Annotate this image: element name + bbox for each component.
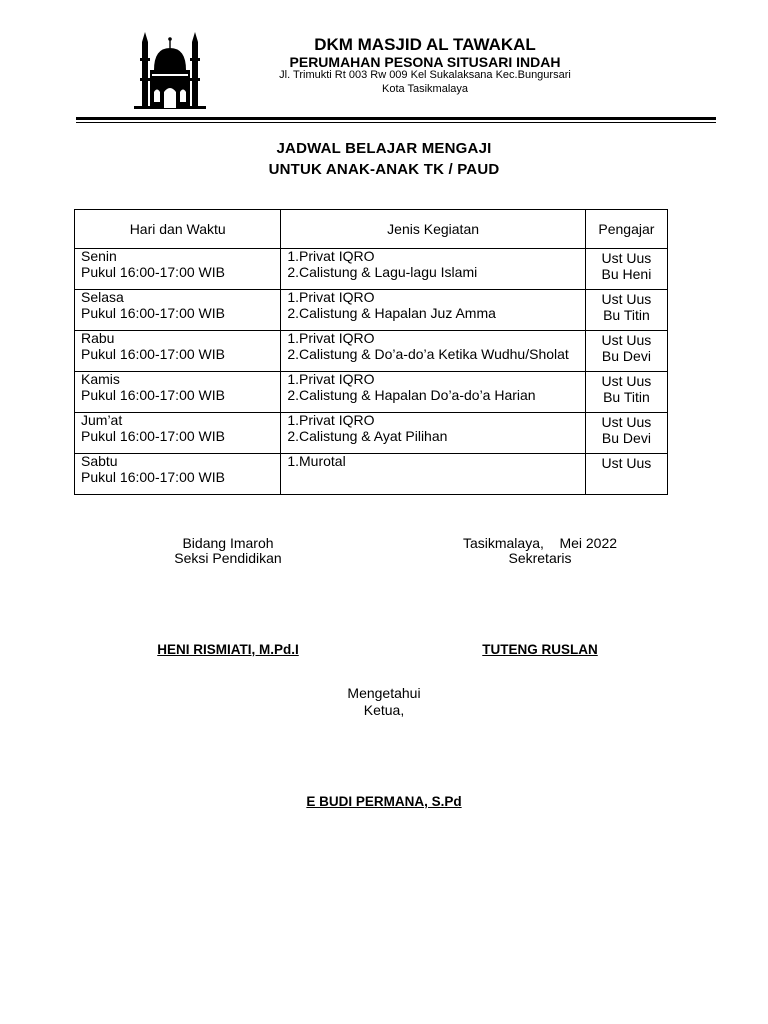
header-day-time: Hari dan Waktu [75,210,281,249]
left-signatory-section: Seksi Pendidikan [174,550,282,566]
table-row [75,249,668,290]
org-name: DKM MASJID AL TAWAKAL [314,35,536,54]
mosque-logo-icon [130,30,210,110]
activity: 2.Calistung & Hapalan Do’a-do’a Harian [287,386,536,403]
day: Jum’at [81,412,123,428]
chairman-title: Ketua, [363,702,405,718]
activity: 1.Privat IQRO [287,289,375,305]
document-subtitle: UNTUK ANAK-ANAK TK / PAUD [268,161,500,178]
table-header-row [75,210,668,249]
header-divider-thick [76,117,716,120]
time: Pukul 16:00-17:00 WIB [81,304,225,321]
teacher: Ust Uus [601,332,652,348]
table-row [75,413,668,454]
day: Rabu [81,330,115,346]
header-activity: Jenis Kegiatan [281,210,586,249]
day: Senin [81,248,117,264]
teacher: Ust Uus [601,414,652,430]
chairman-name: E BUDI PERMANA, S.Pd [306,794,462,809]
activity: 2.Calistung & Ayat Pilihan [287,427,448,444]
activity: 1.Privat IQRO [287,412,375,428]
activity: 2.Calistung & Do’a-do’a Ketika Wudhu/Sholat [287,345,569,362]
teacher: Ust Uus [601,455,652,471]
approval-label: Mengetahui [347,685,421,701]
schedule-table [74,209,668,495]
time: Pukul 16:00-17:00 WIB [81,263,225,280]
header-divider-thin [76,122,716,123]
teacher: Bu Devi [601,347,651,364]
teacher: Bu Devi [601,429,651,446]
table-row [75,372,668,413]
teacher: Ust Uus [601,250,652,266]
left-signatory-name: HENI RISMIATI, M.Pd.I [157,642,299,657]
activity: 1.Murotal [287,453,346,469]
place-date [440,535,640,551]
right-signatory-title: Sekretaris [508,550,572,566]
time: Pukul 16:00-17:00 WIB [81,468,225,485]
teacher: Bu Titin [603,388,650,405]
housing-name: PERUMAHAN PESONA SITUSARI INDAH [289,54,561,70]
time: Pukul 16:00-17:00 WIB [81,386,225,403]
date: Mei 2022 [559,535,618,551]
table-row [75,331,668,372]
teacher: Bu Heni [601,265,652,282]
day: Kamis [81,371,120,387]
place: Tasikmalaya, [462,535,544,551]
time: Pukul 16:00-17:00 WIB [81,427,225,444]
activity: 1.Privat IQRO [287,371,375,387]
city: Kota Tasikmalaya [381,83,468,95]
activity: 1.Privat IQRO [287,330,375,346]
left-signatory-title: Bidang Imaroh [182,535,274,551]
document-title: JADWAL BELAJAR MENGAJI [276,140,492,157]
day: Selasa [81,289,124,305]
header-teacher: Pengajar [585,210,667,249]
activity: 2.Calistung & Hapalan Juz Amma [287,304,496,321]
teacher: Bu Titin [603,306,650,323]
time: Pukul 16:00-17:00 WIB [81,345,225,362]
activity: 2.Calistung & Lagu-lagu Islami [287,263,478,280]
right-signatory-name: TUTENG RUSLAN [482,642,598,657]
table-row [75,290,668,331]
teacher: Ust Uus [601,373,652,389]
teacher: Ust Uus [601,291,652,307]
activity: 1.Privat IQRO [287,248,375,264]
address: Jl. Trimukti Rt 003 Rw 009 Kel Sukalaksana Kec.Bungursari [279,69,571,81]
table-row [75,454,668,495]
day: Sabtu [81,453,118,469]
